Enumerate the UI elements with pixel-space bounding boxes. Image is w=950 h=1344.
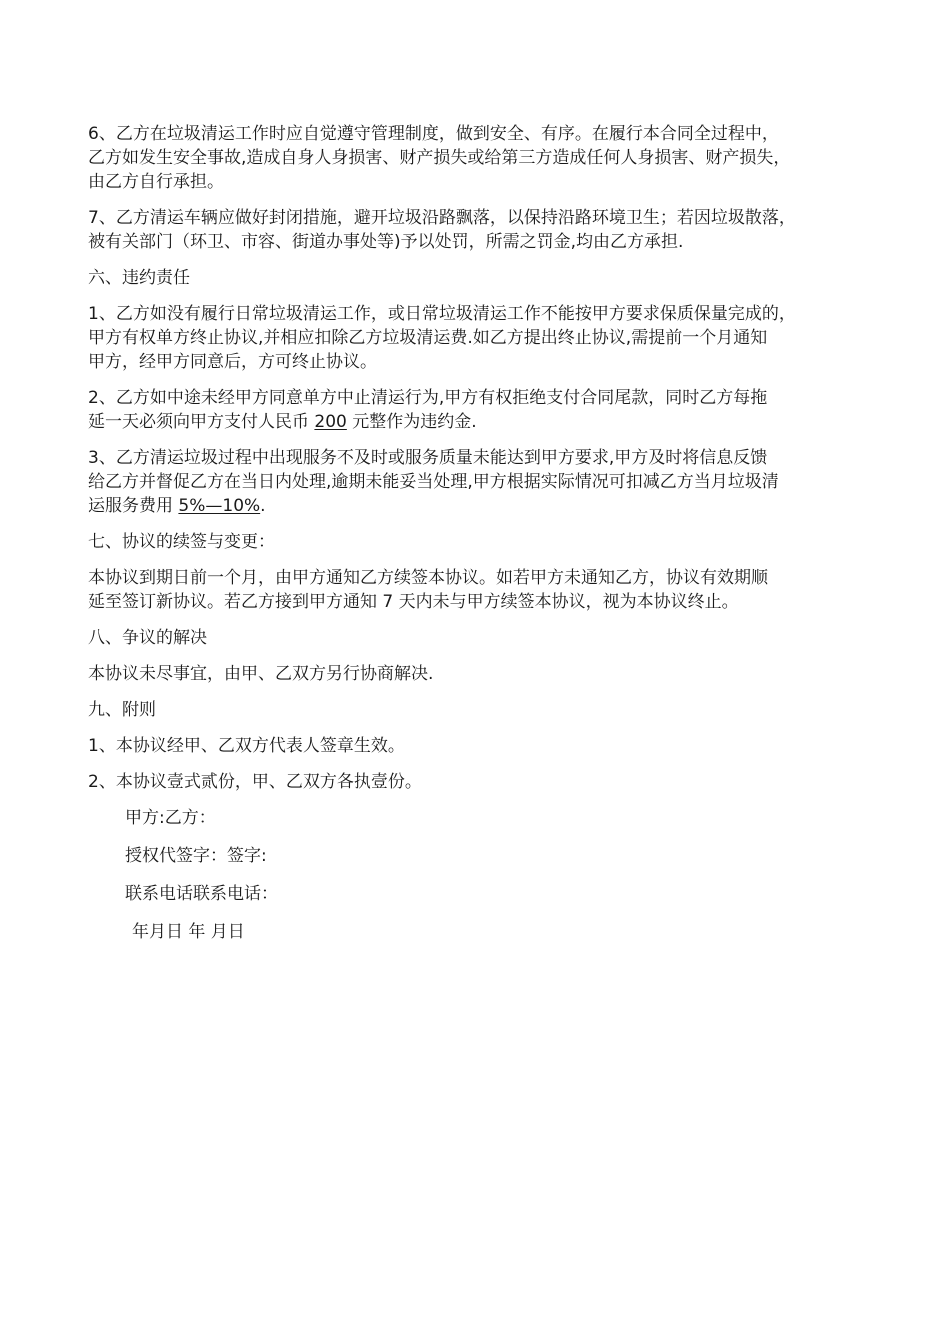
clause-text: 运服务费用 <box>88 496 179 516</box>
clause-5-7 <box>88 206 878 254</box>
clause-8-body: 本协议未尽事宜，由甲、乙双方另行协商解决. <box>88 664 434 684</box>
clause-text: 元整作为违约金. <box>346 412 477 432</box>
clause-6-3 <box>88 446 878 518</box>
clause-line: 被有关部门（环卫、市容、街道办事处等)予以处罚，所需之罚金,均由乙方承担. <box>88 232 684 252</box>
clause-line <box>88 410 878 434</box>
clause-line: 2、乙方如中途未经甲方同意单方中止清运行为,甲方有权拒绝支付合同尾款，同时乙方每拖 <box>88 388 768 408</box>
clause-line: 6、乙方在垃圾清运工作时应自觉遵守管理制度，做到安全、有序。在履行本合同全过程中， <box>88 124 779 144</box>
section-heading-dispute: 八、争议的解决 <box>88 628 207 648</box>
signature-date: 年月日 年 月日 <box>132 922 245 942</box>
clause-line: 甲方有权单方终止协议,并相应扣除乙方垃圾清运费.如乙方提出终止协议,需提前一个月通知 <box>88 328 768 348</box>
clause-7-body <box>88 566 878 614</box>
penalty-amount: 200 <box>314 412 347 432</box>
signature-authorized: 授权代签字：签字: <box>125 846 267 866</box>
clause-5-6 <box>88 122 878 194</box>
clause-line: 延至签订新协议。若乙方接到甲方通知 7 天内未与甲方续签本协议，视为本协议终止。 <box>88 592 739 612</box>
clause-line: 本协议到期日前一个月，由甲方通知乙方续签本协议。如若甲方未通知乙方，协议有效期顺 <box>88 568 768 588</box>
clause-line <box>88 494 878 518</box>
contract-page <box>88 122 878 958</box>
clause-9-2: 2、本协议壹式贰份，甲、乙双方各执壹份。 <box>88 772 422 792</box>
clause-6-2 <box>88 386 878 434</box>
section-heading-appendix: 九、附则 <box>88 700 156 720</box>
clause-text: 延一天必须向甲方支付人民币 <box>88 412 315 432</box>
clause-9-1: 1、本协议经甲、乙双方代表人签章生效。 <box>88 736 405 756</box>
clause-line: 由乙方自行承担。 <box>88 172 224 192</box>
signature-phone: 联系电话联系电话： <box>125 884 278 904</box>
clause-line: 1、乙方如没有履行日常垃圾清运工作，或日常垃圾清运工作不能按甲方要求保质保量完成的， <box>88 304 796 324</box>
signature-parties: 甲方:乙方： <box>125 808 216 828</box>
clause-line: 给乙方并督促乙方在当日内处理,逾期未能妥当处理,甲方根据实际情况可扣减乙方当月垃圾清 <box>88 472 779 492</box>
section-heading-breach: 六、违约责任 <box>88 268 190 288</box>
clause-line: 3、乙方清运垃圾过程中出现服务不及时或服务质量未能达到甲方要求,甲方及时将信息反馈 <box>88 448 768 468</box>
clause-line: 乙方如发生安全事故,造成自身人身损害、财产损失或给第三方造成任何人身损害、财产损失， <box>88 148 791 168</box>
clause-line: 7、乙方清运车辆应做好封闭措施，避开垃圾沿路飘落，以保持沿路环境卫生；若因垃圾散落， <box>88 208 796 228</box>
clause-line: 甲方，经甲方同意后，方可终止协议。 <box>88 352 377 372</box>
clause-text: . <box>260 496 266 516</box>
section-heading-renewal: 七、协议的续签与变更： <box>88 532 275 552</box>
deduction-rate: 5%—10% <box>178 496 261 516</box>
clause-6-1 <box>88 302 878 374</box>
